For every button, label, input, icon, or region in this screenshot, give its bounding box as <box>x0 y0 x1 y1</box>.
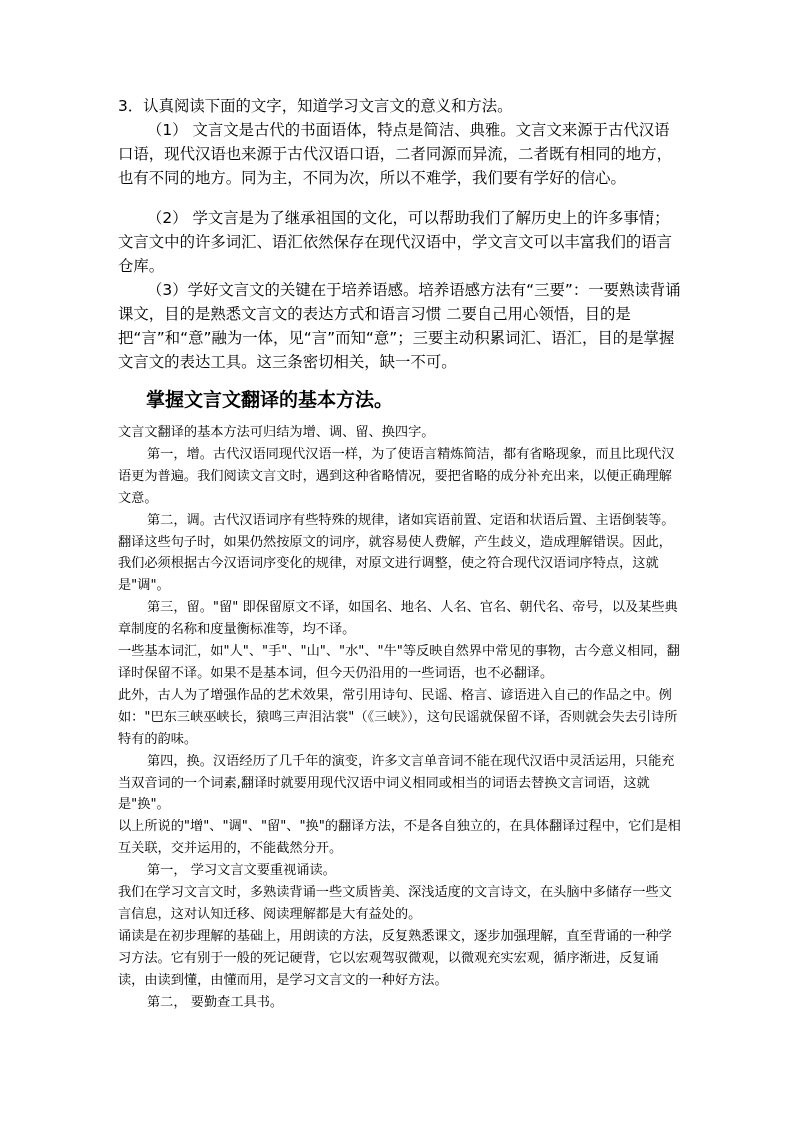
tip-recite-heading: 第一， 学习文言文要重视诵读。 <box>147 863 336 879</box>
tip-reference-heading: 第二， 要勤查工具书。 <box>147 994 284 1010</box>
paragraph-2: （2） 学文言是为了继承祖国的文化，可以帮助我们了解历史上的许多事情；文言文中的许多词汇、语汇依然保存在现代汉语中，学文言文可以丰富我们的语言仓库。 <box>118 209 673 275</box>
recitation-text: 诵读是在初步理解的基础上，用朗读的方法，反复熟悉课文，逐步加强理解，直至背诵的一种学习方法。它有别于一般的死记硬背，它以宏观驾驭微观，以微观充实宏观，循序渐进，反复诵读，由读到懂，由懂而用，是学习文言文的一种好方法。 <box>118 928 672 988</box>
summary-text: 以上所说的"增"、"调"、"留"、"换"的翻译方法，不是各自独立的，在具体翻译过程中，它们是相互关联，交并运用的，不能截然分开。 <box>118 819 681 857</box>
paragraph-3: （3）学好文言文的关键在于培养语感。培养语感方法有“三要”：一要熟读背诵课文，目的是熟悉文言文的表达方式和语言习惯 二要自己用心领悟，目的是把“言”和“意”融为一体，见“言”而知“意”；三要主动积累词汇、语汇，目的是掌握文言文的表达工具。这三条密切相关，缺一不可。 <box>118 281 681 371</box>
spacer <box>118 190 683 206</box>
method-reorder: 第二，调。古代汉语词序有些特殊的规律，诸如宾语前置、定语和状语后置、主语倒装等。翻译这些句子时，如果仍然按原文的词序，就容易使人费解，产生歧义，造成理解错误。因此，我们必须根据古今汉语词序变化的规律，对原文进行调整，使之符合现代汉语词序特点，这就是"调"。 <box>118 512 675 594</box>
page-title: 掌握文言文翻译的基本方法。 <box>146 389 394 411</box>
method-keep: 第三，留。"留" 即保留原文不译，如国名、地名、人名、官名、朝代名、帝号，以及某些典章制度的名称和度量衡标准等，均不译。 <box>118 600 678 638</box>
method-add: 第一，增。古代汉语同现代汉语一样，为了使语言精炼简洁，都有省略现象，而且比现代汉语更为普遍。我们阅读文言文时，遇到这种省略情况，要把省略的成分补充出来，以便正确理解文意。 <box>118 446 675 506</box>
paragraph-1: （1） 文言文是古代的书面语体，特点是简洁、典雅。文言文来源于古代汉语口语，现代汉语也来源于古代汉语口语，二者同源而异流，二者既有相同的地方，也有不同的地方。同为主，不同为次，所以不难学，我们要有学好的信心。 <box>118 121 673 187</box>
intro-text: 文言文翻译的基本方法可归结为增、调、留、换四字。 <box>118 425 435 440</box>
tip-recite-text: 我们在学习文言文时，多熟读背诵一些文质皆美、深浅适度的文言诗文，在头脑中多储存一些文言信息，这对认知迁移、阅读理解都是大有益处的。 <box>118 885 672 922</box>
basic-words-text: 一些基本词汇，如"人"、"手"、"山"、"水"、"牛"等反映自然界中常见的事物，古今意义相同，翻译时保留不译。如果不是基本词，但今天仍沿用的一些词语，也不必翻译。 <box>118 644 680 681</box>
folk-song-text: 此外，古人为了增强作品的艺术效果，常引用诗句、民谣、格言、谚语进入自己的作品之中。例如："巴东三峡巫峡长，猿鸣三声泪沾裳"（《三峡》），这句民谣就保留不译，否则就会失去引诗所特有的韵味。 <box>118 687 678 747</box>
section-heading: 3．认真阅读下面的文字，知道学习文言文的意义和方法。 <box>118 97 513 115</box>
document-page <box>118 94 683 1013</box>
method-replace: 第四，换。汉语经历了几千年的演变，许多文言单音词不能在现代汉语中灵活运用，只能充当双音词的一个词素,翻译时就要用现代汉语中词义相同或相当的词语去替换文言词语，这就是"换"。 <box>118 753 675 813</box>
